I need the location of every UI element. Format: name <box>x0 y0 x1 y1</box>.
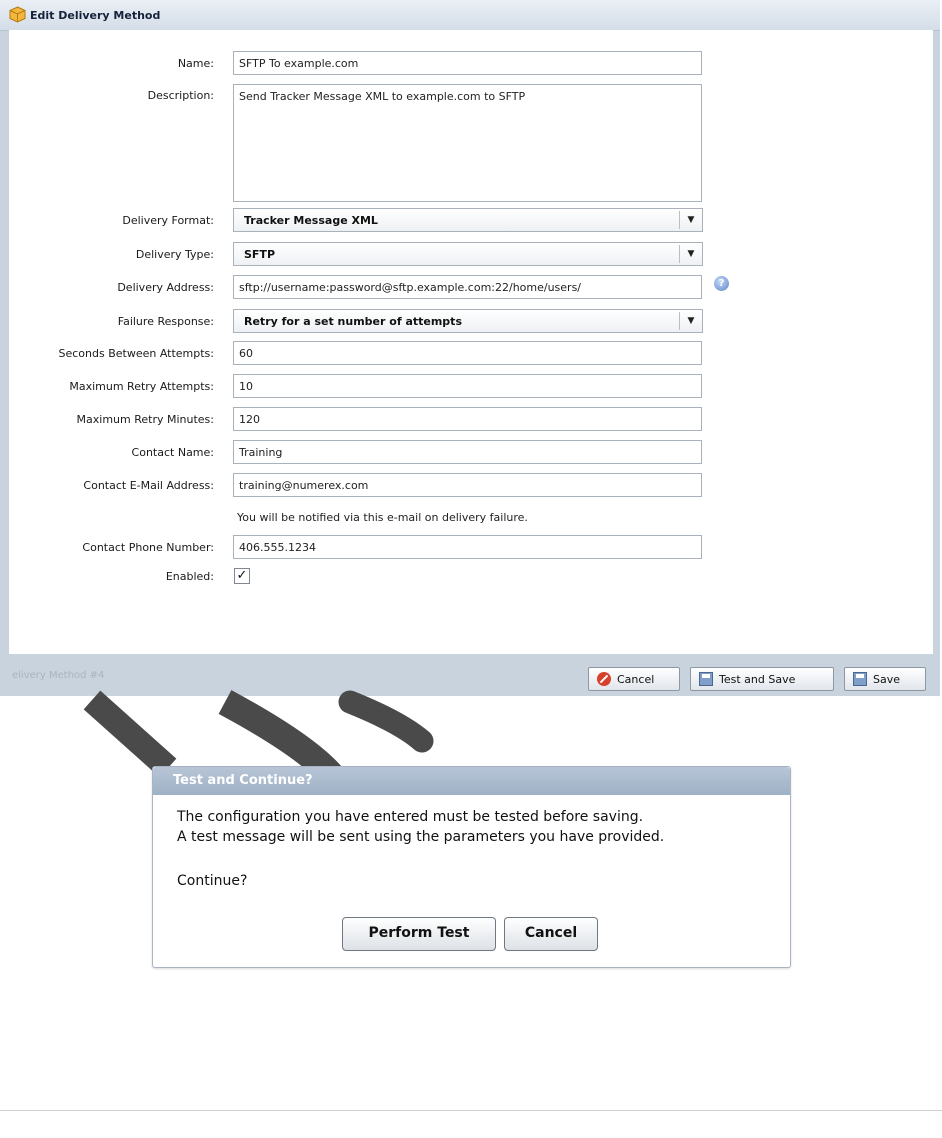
email-hint: You will be notified via this e-mail on delivery failure. <box>237 511 528 524</box>
contact-email-label: Contact E-Mail Address: <box>83 479 214 492</box>
help-icon[interactable]: ? <box>714 276 729 291</box>
dialog-header <box>153 767 790 795</box>
delivery-address-label: Delivery Address: <box>117 281 214 294</box>
seconds-between-label: Seconds Between Attempts: <box>58 347 214 360</box>
chevron-down-icon[interactable]: ▼ <box>679 312 702 330</box>
contact-name-input[interactable]: Training <box>233 440 702 464</box>
dialog-message-line-1: The configuration you have entered must be tested before saving. <box>177 809 644 825</box>
max-retry-minutes-input[interactable]: 120 <box>233 407 702 431</box>
description-textarea[interactable]: Send Tracker Message XML to example.com to SFTP <box>233 84 702 202</box>
failure-response-label: Failure Response: <box>117 315 214 328</box>
dialog-title: Test and Continue? <box>173 773 313 788</box>
dialog-message-line-3: Continue? <box>177 873 248 889</box>
footer-faded-label: elivery Method #4 <box>12 670 105 681</box>
checkmark-icon: ✓ <box>236 568 248 583</box>
contact-phone-input[interactable]: 406.555.1234 <box>233 535 702 559</box>
chevron-down-icon[interactable]: ▼ <box>679 245 702 263</box>
contact-name-label: Contact Name: <box>131 446 214 459</box>
delivery-format-label: Delivery Format: <box>122 214 214 227</box>
max-retry-attempts-input[interactable]: 10 <box>233 374 702 398</box>
delivery-address-input[interactable]: sftp://username:password@sftp.example.com:22/home/users/ <box>233 275 702 299</box>
description-label: Description: <box>147 89 214 102</box>
perform-test-button[interactable]: Perform Test <box>342 917 496 951</box>
dialog-message-line-2: A test message will be sent using the parameters you have provided. <box>177 829 665 845</box>
contact-phone-label: Contact Phone Number: <box>82 541 214 554</box>
delivery-type-value: SFTP <box>244 248 276 261</box>
test-and-save-button-label: Test and Save <box>719 673 796 686</box>
contact-email-input[interactable]: training@numerex.com <box>233 473 702 497</box>
delivery-format-value: Tracker Message XML <box>244 214 378 227</box>
max-retry-minutes-label: Maximum Retry Minutes: <box>76 413 214 426</box>
cancel-button-label: Cancel <box>617 673 655 686</box>
bottom-divider <box>0 1110 942 1111</box>
test-and-continue-dialog <box>152 766 791 968</box>
dialog-cancel-button[interactable]: Cancel <box>504 917 598 951</box>
enabled-label: Enabled: <box>165 570 214 583</box>
panel-title: Edit Delivery Method <box>30 9 161 22</box>
annotation-stroke-middle <box>225 702 332 776</box>
save-button-label: Save <box>873 673 901 686</box>
seconds-between-input[interactable]: 60 <box>233 341 702 365</box>
annotation-stroke-right <box>350 702 422 741</box>
chevron-down-icon[interactable]: ▼ <box>679 211 702 229</box>
max-retry-attempts-label: Maximum Retry Attempts: <box>69 380 214 393</box>
annotation-stroke-left <box>92 700 168 768</box>
delivery-type-label: Delivery Type: <box>135 248 214 261</box>
name-input[interactable]: SFTP To example.com <box>233 51 702 75</box>
name-label: Name: <box>177 57 214 70</box>
failure-response-value: Retry for a set number of attempts <box>244 315 462 328</box>
